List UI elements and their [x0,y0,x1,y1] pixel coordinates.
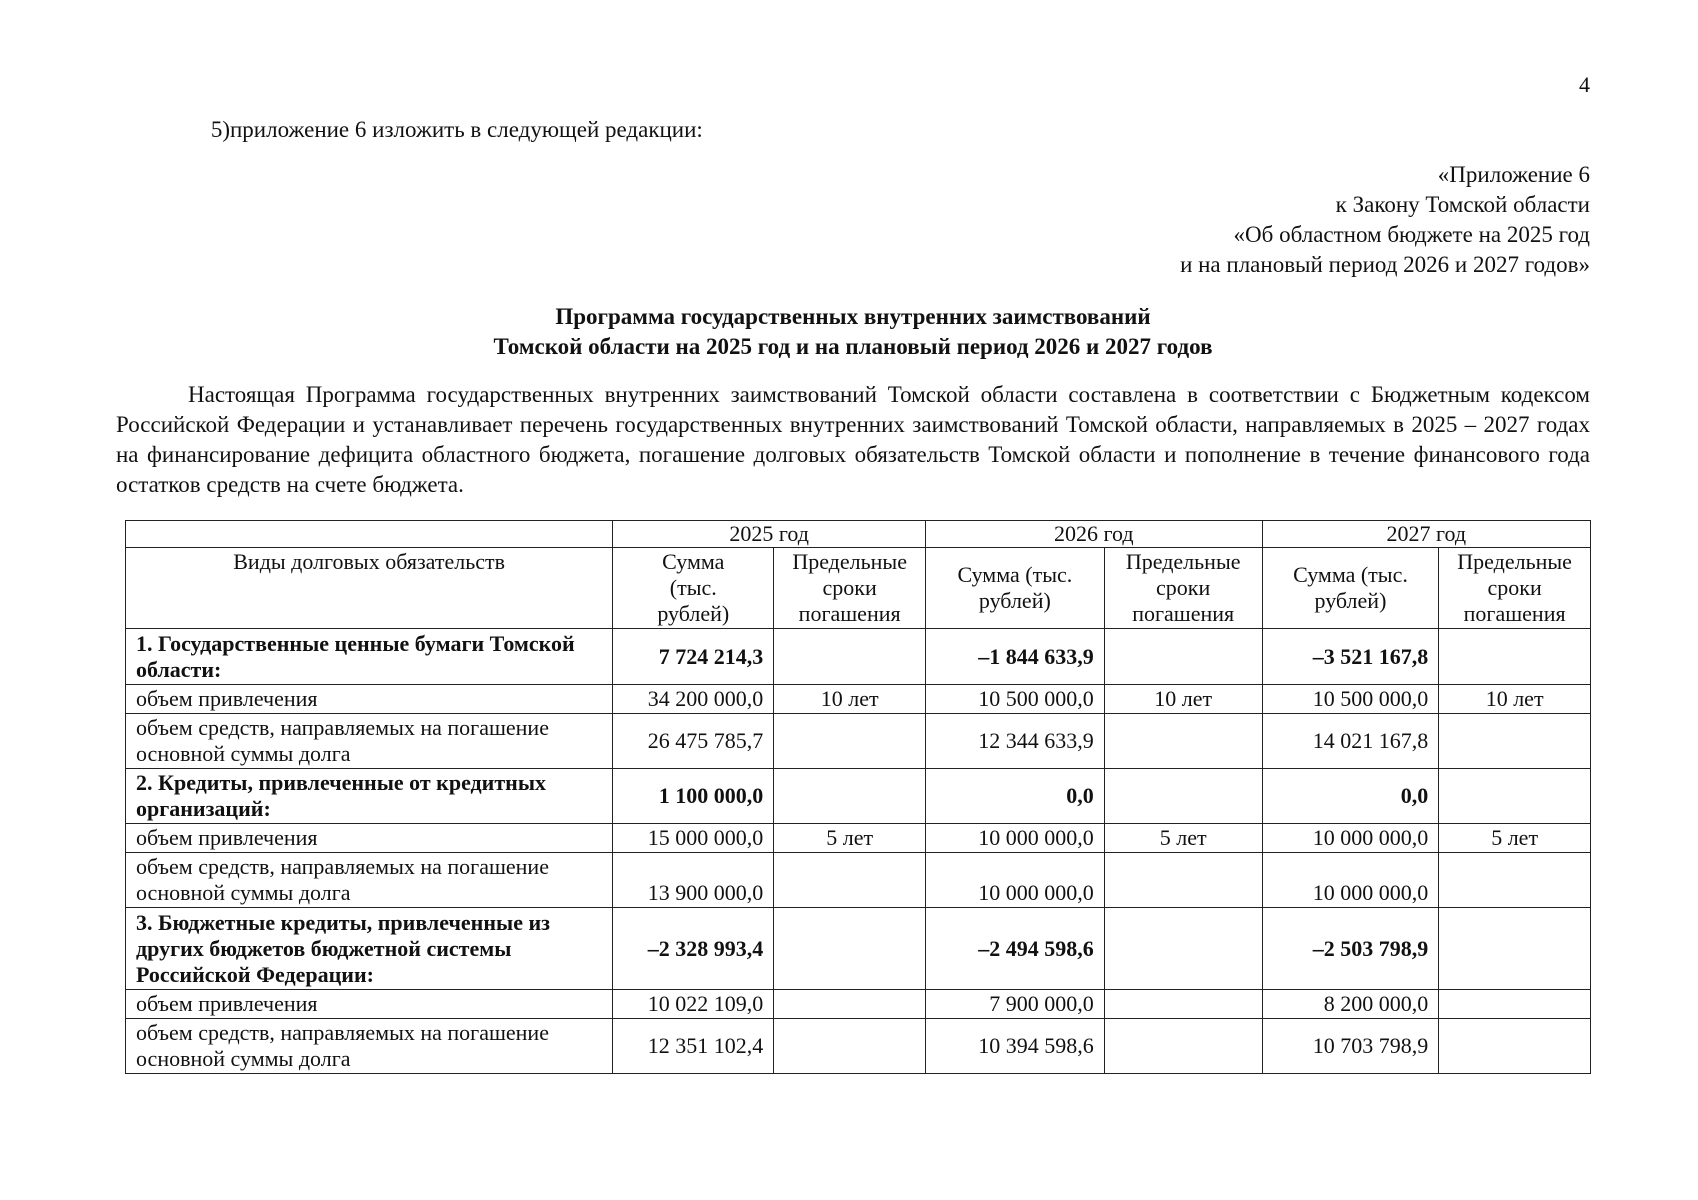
sum-2026: 0,0 [926,769,1105,824]
sum-2027: –2 503 798,9 [1262,908,1439,990]
sum-2027: –3 521 167,8 [1262,629,1439,685]
sum-2026: 10 394 598,6 [926,1019,1105,1074]
appendix-heading [1180,160,1590,280]
title-line-2: Томской области на 2025 год и на плановый период 2026 и 2027 годов [493,334,1213,359]
row-label: 1. Государственные ценные бумаги Томской области: [126,629,613,685]
row-label: объем привлечения [126,824,613,853]
term-2025 [774,629,926,685]
section-row [126,769,1591,824]
sum-2026: –1 844 633,9 [926,629,1105,685]
row-label: 3. Бюджетные кредиты, привлеченные из других бюджетов бюджетной системы Российской Федерации: [126,908,613,990]
sum-2025: 10 022 109,0 [613,990,774,1019]
term-2027 [1439,769,1591,824]
row-label: объем средств, направляемых на погашение основной суммы долга [126,714,613,769]
sum-2027: 10 000 000,0 [1262,824,1439,853]
term-2025 [774,853,926,908]
sum-2025: 1 100 000,0 [613,769,774,824]
term-2025 [774,908,926,990]
appendix-line: и на плановый период 2026 и 2027 годов» [1180,252,1590,277]
sum-2026: 7 900 000,0 [926,990,1105,1019]
term-2026: 5 лет [1104,824,1262,853]
section-row [126,908,1591,990]
year-header-2027: 2027 год [1262,521,1590,548]
term-2026 [1104,853,1262,908]
borrowing-table [125,520,1591,1074]
sum-2026: 12 344 633,9 [926,714,1105,769]
year-header-2025: 2025 год [613,521,926,548]
term-2025: 10 лет [774,685,926,714]
header-sum-2025: Сумма (тыс. рублей) [613,548,774,629]
term-2026 [1104,1019,1262,1074]
term-2025 [774,990,926,1019]
term-2027 [1439,1019,1591,1074]
section-row [126,629,1591,685]
header-terms-2026: Предельные сроки погашения [1104,548,1262,629]
sum-2027: 10 703 798,9 [1262,1019,1439,1074]
document-title [116,302,1590,362]
sum-2027: 8 200 000,0 [1262,990,1439,1019]
table-row [126,1019,1591,1074]
sum-2027: 10 500 000,0 [1262,685,1439,714]
term-2025 [774,714,926,769]
sum-2025: 34 200 000,0 [613,685,774,714]
table-row [126,685,1591,714]
term-2027 [1439,853,1591,908]
term-2026 [1104,769,1262,824]
table-row [126,714,1591,769]
column-header-row [126,548,1591,629]
sum-2025: 26 475 785,7 [613,714,774,769]
sum-2027: 0,0 [1262,769,1439,824]
header-terms-2025: Предельные сроки погашения [774,548,926,629]
amendment-item-text: приложение 6 изложить в следующей редакции: [230,117,703,142]
term-2027: 5 лет [1439,824,1591,853]
year-header-2026: 2026 год [926,521,1263,548]
year-header-row [126,521,1591,548]
header-sum-2027: Сумма (тыс. рублей) [1262,548,1439,629]
table-row [126,990,1591,1019]
term-2026 [1104,629,1262,685]
appendix-line: «Об областном бюджете на 2025 год [1233,222,1590,247]
term-2027 [1439,990,1591,1019]
sum-2025: –2 328 993,4 [613,908,774,990]
term-2026 [1104,990,1262,1019]
title-line-1: Программа государственных внутренних заимствований [555,304,1151,329]
sum-2026: 10 000 000,0 [926,824,1105,853]
term-2025 [774,1019,926,1074]
term-2027 [1439,714,1591,769]
term-2026 [1104,908,1262,990]
sum-2026: 10 500 000,0 [926,685,1105,714]
row-label: объем привлечения [126,990,613,1019]
sum-2025: 13 900 000,0 [613,853,774,908]
appendix-line: к Закону Томской области [1335,192,1590,217]
table-row [126,824,1591,853]
row-label: объем привлечения [126,685,613,714]
sum-2026: 10 000 000,0 [926,853,1105,908]
sum-2026: –2 494 598,6 [926,908,1105,990]
row-label: объем средств, направляемых на погашение основной суммы долга [126,853,613,908]
sum-2025: 7 724 214,3 [613,629,774,685]
sum-2027: 10 000 000,0 [1262,853,1439,908]
page-number: 4 [1579,72,1590,97]
intro-paragraph: Настоящая Программа государственных внутренних заимствований Томской области составлена в соответствии с Бюджетным кодексом Российской Федерации и устанавливает перечень государственных внутренних заимствований Томской области, направляемых в 2025 – 2027 годах на финансирование дефицита областного бюджета, погашение долговых обязательств Томской области и пополнение в течение финансового года остатков средств на счете бюджета. [116,382,1590,497]
sum-2025: 15 000 000,0 [613,824,774,853]
term-2027: 10 лет [1439,685,1591,714]
table-row [126,853,1591,908]
amendment-item [186,117,703,143]
term-2025: 5 лет [774,824,926,853]
term-2027 [1439,629,1591,685]
term-2026: 10 лет [1104,685,1262,714]
row-label: 2. Кредиты, привлеченные от кредитных организаций: [126,769,613,824]
appendix-line: «Приложение 6 [1437,162,1590,187]
sum-2025: 12 351 102,4 [613,1019,774,1074]
term-2027 [1439,908,1591,990]
term-2025 [774,769,926,824]
empty-header-cell [126,521,613,548]
term-2026 [1104,714,1262,769]
row-label: объем средств, направляемых на погашение основной суммы долга [126,1019,613,1074]
header-terms-2027: Предельные сроки погашения [1439,548,1591,629]
header-sum-2026: Сумма (тыс. рублей) [926,548,1105,629]
sum-2027: 14 021 167,8 [1262,714,1439,769]
header-debt-type: Виды долговых обязательств [126,548,613,629]
amendment-item-number: 5) [210,117,230,142]
